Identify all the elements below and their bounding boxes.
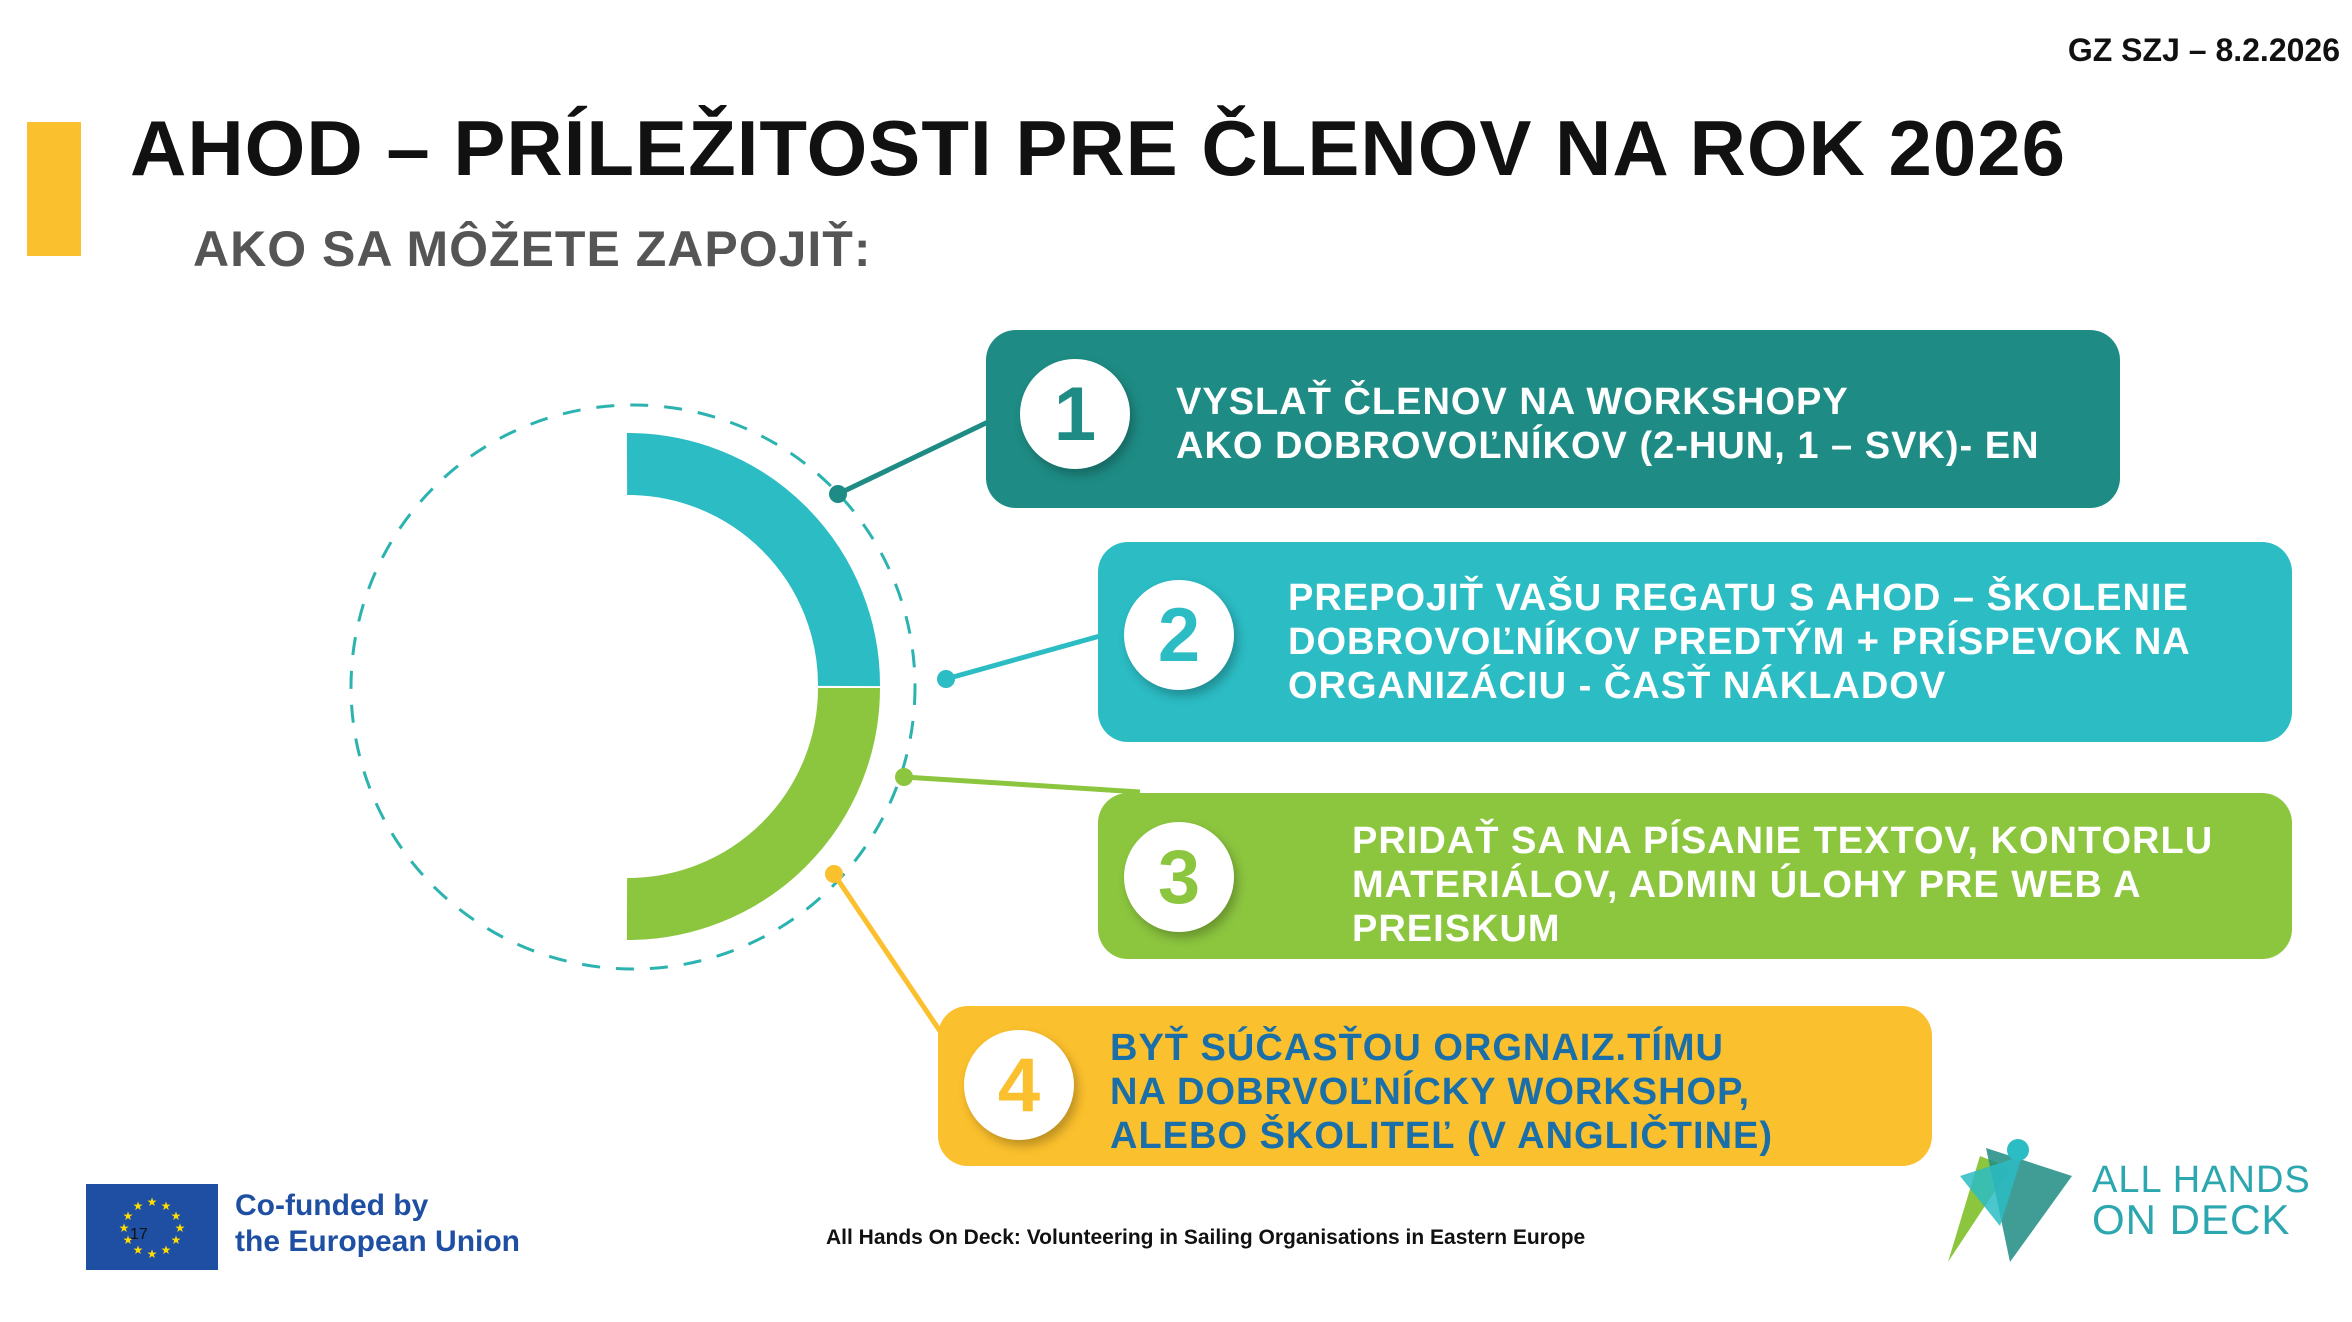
connector-4 — [834, 874, 946, 1040]
svg-text:★: ★ — [122, 1209, 134, 1223]
eu-flag-icon — [86, 1184, 218, 1270]
item-card-3 — [1098, 793, 2292, 959]
page-title: AHOD – PRÍLEŽITOSTI PRE ČLENOV NA ROK 2026 — [130, 104, 2067, 192]
arc-teal — [627, 464, 849, 686]
eu-stars-icon — [86, 1184, 218, 1270]
connector-dot-4 — [825, 865, 843, 883]
item-number-3: 3 — [1124, 822, 1234, 932]
logo-wordmark — [2092, 1159, 2311, 1243]
item-text-4 — [1110, 1026, 1773, 1158]
item-card-2 — [1098, 542, 2292, 742]
page-subtitle: AKO SA MÔŽETE ZAPOJIŤ: — [193, 221, 872, 277]
item-card-4 — [938, 1006, 1932, 1166]
svg-text:★: ★ — [122, 1233, 134, 1247]
title-accent-bar — [27, 122, 81, 256]
all-hands-logo-icon — [1940, 1136, 2080, 1262]
svg-text:★: ★ — [132, 1199, 144, 1213]
project-footer: All Hands On Deck: Volunteering in Sailing Organisations in Eastern Europe — [826, 1226, 1586, 1249]
connector-2 — [946, 636, 1100, 679]
svg-text:★: ★ — [174, 1221, 186, 1235]
item-2-line-2: DOBROVOĽNÍKOV PREDTÝM + PRÍSPEVOK NA — [1288, 621, 2191, 663]
svg-text:★: ★ — [146, 1195, 158, 1209]
item-number-2: 2 — [1124, 580, 1234, 690]
item-4-line-2: NA DOBRVOĽNÍCKY WORKSHOP, — [1110, 1071, 1751, 1113]
item-3-line-2: MATERIÁLOV, ADMIN ÚLOHY PRE WEB A — [1352, 864, 2142, 906]
arc-green — [627, 688, 849, 909]
svg-text:★: ★ — [160, 1199, 172, 1213]
logo-line-1: ALL HANDS — [2092, 1159, 2311, 1201]
svg-text:★: ★ — [170, 1233, 182, 1247]
item-2-line-1: PREPOJIŤ VAŠU REGATU S AHOD – ŠKOLENIE — [1288, 577, 2189, 619]
item-1-line-2: AKO DOBROVOĽNÍKOV (2-HUN, 1 – SVK)- EN — [1176, 425, 2040, 467]
connector-dot-3 — [895, 768, 913, 786]
svg-text:★: ★ — [132, 1243, 144, 1257]
item-text-3 — [1352, 819, 2213, 951]
dashed-ring — [351, 405, 915, 969]
item-4-line-1: BYŤ SÚČASŤOU ORGNAIZ.TÍMU — [1110, 1027, 1724, 1069]
item-3-line-1: PRIDAŤ SA NA PÍSANIE TEXTOV, KONTORLU — [1352, 820, 2214, 862]
item-card-1 — [986, 330, 2120, 508]
page-number: 17 — [130, 1226, 148, 1243]
logo-line-2: ON DECK — [2092, 1196, 2291, 1243]
item-4-line-3: ALEBO ŠKOLITEĽ (V ANGLIČTINE) — [1110, 1115, 1774, 1157]
connector-3 — [904, 777, 1140, 792]
connector-dot-1 — [829, 485, 847, 503]
item-3-line-3: PREISKUM — [1352, 908, 1561, 950]
svg-text:★: ★ — [118, 1221, 130, 1235]
item-1-line-1: VYSLAŤ ČLENOV NA WORKSHOPY — [1176, 381, 1849, 423]
eu-line-2: the European Union — [235, 1225, 520, 1258]
eu-cofunded-text — [235, 1188, 520, 1260]
item-number-4: 4 — [964, 1030, 1074, 1140]
svg-text:★: ★ — [160, 1243, 172, 1257]
item-2-line-3: ORGANIZÁCIU - ČASŤ NÁKLADOV — [1288, 665, 1947, 707]
item-text-2 — [1288, 576, 2191, 708]
item-text-1 — [1176, 380, 2040, 468]
eu-line-1: Co-funded by — [235, 1189, 429, 1222]
connector-1 — [838, 422, 988, 494]
item-number-1: 1 — [1020, 359, 1130, 469]
date-label: GZ SZJ – 8.2.2026 — [2067, 32, 2340, 68]
connector-dot-2 — [937, 670, 955, 688]
svg-text:★: ★ — [170, 1209, 182, 1223]
svg-text:★: ★ — [146, 1247, 158, 1261]
